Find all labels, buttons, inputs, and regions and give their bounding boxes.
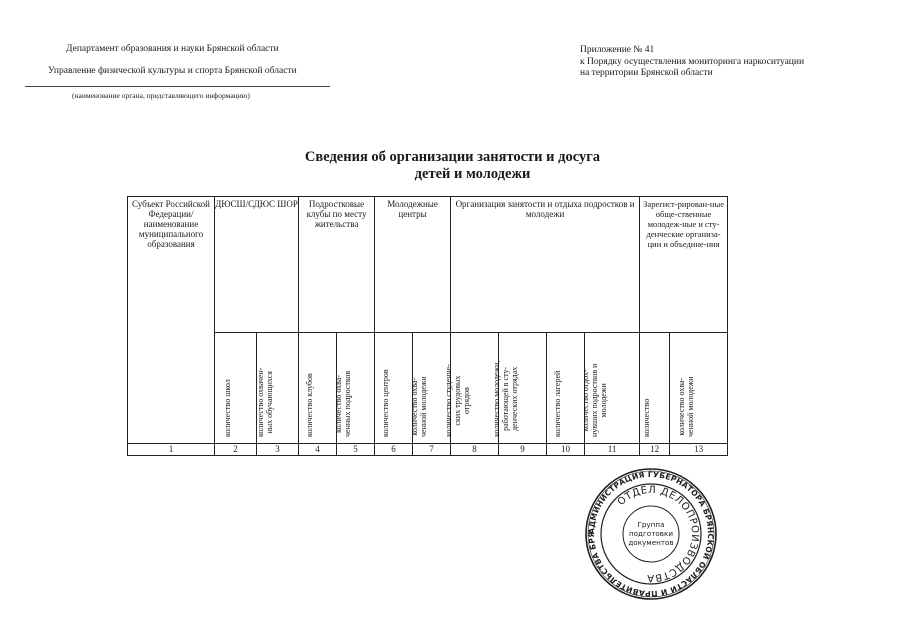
appendix-line-3: на территории Брянской области [580,68,713,78]
seal-center-line-2: подготовки [628,529,674,538]
appendix-line-1: Приложение № 41 [580,45,655,55]
statistics-table [127,196,728,456]
seal-middle-text: ОТДЕЛ ДЕЛОПРОИЗВОДСТВА [615,484,701,584]
subheader-clubs-count: количество клубов [299,333,337,444]
official-seal [583,466,719,602]
col-number: 3 [257,444,299,456]
subheader-youth-covered: количество охва- ченной молодежи [413,333,451,444]
seal-center-line-3: документов [628,538,674,547]
col-number: 7 [413,444,451,456]
subheader-camps-count: количество лагерей [547,333,585,444]
signature-line [25,86,330,87]
col-number: 2 [215,444,257,456]
subheader-youth-in-squads: количество молодежи, работающей в сту- денческих отрядах [499,333,547,444]
col-number: 8 [451,444,499,456]
document-title-line-2: детей и молодежи [414,166,531,182]
col-number: 6 [375,444,413,456]
seal-center-line-1: Группа [637,520,665,529]
department-name: Департамент образования и науки Брянской области [66,44,279,54]
group-header-registered-orgs: Зарегист-рирован-ные обще-ственные молодеж-ные и сту-денческие организа-ции и объедине-ния [640,197,728,333]
col-number: 10 [547,444,585,456]
organ-caption: (наименование органа, представляющего информацию) [72,91,250,100]
administration-name: Управление физической культуры и спорта Брянской области [48,66,297,76]
group-header-employment: Организация занятости и отдыха подростков и молодежи [451,197,640,333]
document-title-line-1: Сведения об организации занятости и досуга [304,149,601,165]
subheader-students-covered: количество охвачен- ных обучающихся [257,333,299,444]
col-number: 5 [337,444,375,456]
subject-header: Субъект Российской Федерации/ наименование муниципального образования [128,197,215,444]
column-numbers-row [128,444,728,456]
subheader-schools-count: количество школ [215,333,257,444]
col-number: 13 [670,444,728,456]
subheader-teens-covered: количество охва- ченных подростков [337,333,375,444]
col-number: 4 [299,444,337,456]
subheader-orgs-count: количество [640,333,670,444]
group-header-sports-schools: ДЮСШ/СДЮС ШОР [215,197,299,333]
col-number: 12 [640,444,670,456]
col-number: 11 [585,444,640,456]
appendix-note [580,45,804,80]
subheader-rested-youth: количество отдох- нувших подростков и молодежи [585,333,640,444]
col-number: 1 [128,444,215,456]
subheader-centers-count: количество центров [375,333,413,444]
subheader-student-squads: количество студенче- ских трудовых отрядов [451,333,499,444]
subheader-orgs-youth-covered: количество охва- ченной молодежи [670,333,728,444]
appendix-line-2: к Порядку осуществления мониторинга наркоситуации [580,56,805,67]
group-header-youth-clubs: Подростковые клубы по месту жительства [299,197,375,333]
group-header-youth-centers: Молодежные центры [375,197,451,333]
col-number: 9 [499,444,547,456]
seal-outer-text: АДМИНИСТРАЦИЯ ГУБЕРНАТОРА БРЯНСКОЙ ОБЛАСТИ И ПРАВИТЕЛЬСТВА БРЯ [586,469,716,599]
